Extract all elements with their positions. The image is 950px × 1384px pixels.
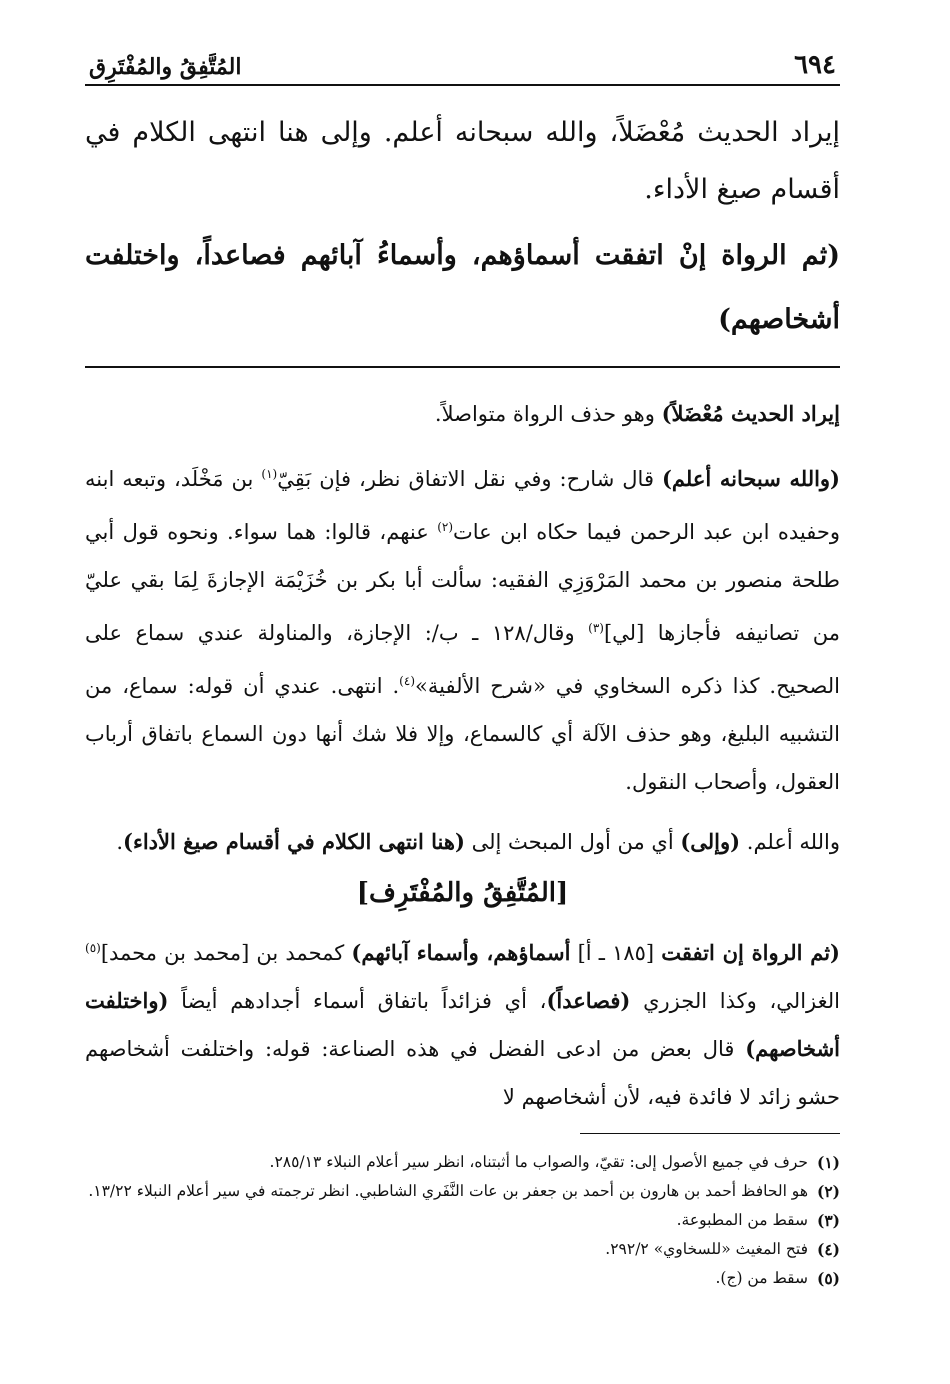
page-header xyxy=(85,40,840,86)
matn-quote: (ثم الرواة إنْ اتفقت أسماؤهم، وأسماءُ آبائهم فصاعداً، واختلفت أشخاصهم) xyxy=(85,240,840,335)
commentary-paragraph-1: إيراد الحديث مُعْضَلاً) وهو حذف الرواة متواصلاً. xyxy=(434,401,840,426)
running-title: المُتَّفِقُ والمُفْتَرِق xyxy=(89,54,242,80)
footnote: (٤) فتح المغيث «للسخاوي» ٢٩٢/٢. xyxy=(605,1240,840,1259)
footnote-ref: (٤) xyxy=(399,674,415,688)
footnote: (١) حرف في جميع الأصول إلى: تقيّ، والصواب ما أثبتناه، انظر سير أعلام النبلاء ٢٨٥/١٣. xyxy=(269,1153,840,1172)
commentary-paragraph-3: والله أعلم. (وإلى) أي من أول المبحث إلى (هنا انتهى الكلام في أقسام صيغ الأداء). xyxy=(116,829,840,854)
footnote-separator xyxy=(580,1133,840,1134)
footnote-ref: (١) xyxy=(261,467,278,481)
footnote: (٥) سقط من (ج). xyxy=(715,1269,840,1288)
matn-text: إيراد الحديث مُعْضَلاً، والله سبحانه أعلم. وإلى هنا انتهى الكلام في أقسام صيغ الأداء. xyxy=(85,117,840,205)
commentary-paragraph-4: (ثم الرواة إن اتفقت [١٨٥ ـ أ] أسماؤهم، وأسماء آبائهم) كمحمد بن [محمد بن محمد]$^{(٥)}$ الغزالي، وكذا الجزري (فصاعداً)، أي فزائداً باتفاق أسماء أجدادهم أيضاً (واختلفت أشخاصهم) قال بعض من ادعى الفضل في هذه الصناعة: قوله: واختلفت أشخاصهم حشو زائد لا فائدة فيه، لأن أشخاصهم لا xyxy=(85,940,840,1109)
section-title: [المُتَّفِقُ والمُفْتَرِف] xyxy=(356,878,569,908)
commentary xyxy=(85,390,840,1121)
footnote: (٢) هو الحافظ أحمد بن هارون بن أحمد بن جعفر بن عات النَّفَري الشاطبي. انظر ترجمته في سير أعلام النبلاء ١٣/٢٢. xyxy=(88,1182,840,1201)
matn-separator xyxy=(85,366,840,368)
footnote: (٣) سقط من المطبوعة. xyxy=(676,1211,840,1230)
footnotes xyxy=(85,1148,840,1293)
page-number: ٦٩٤ xyxy=(794,50,836,80)
footnote-ref: (٣) xyxy=(588,621,604,635)
book-page xyxy=(85,40,840,1293)
footnote-ref: (٢) xyxy=(437,520,454,534)
footnote-ref: (٥) xyxy=(85,941,101,955)
commentary-paragraph-2: (والله سبحانه أعلم) قال شارح: وفي نقل الاتفاق نظر، فإن بَقِيّ$^{(١)}$ بن مَخْلَد، وتبعه ابنه وحفيده ابن عبد الرحمن فيما حكاه ابن عات$^{(٢)}$ عنهم، قالوا: هما سواء. ونحوه قول أبي طلحة منصور بن محمد المَرْوَزِي الفقيه: سألت أبا بكر بن خُزَيْمَة الإجازةَ لِمَا بقي عليّ من تصانيفه فأجازها [لي]$^{(٣)}$ وقال/١٢٨ ـ ب/: الإجازة، والمناولة عندي سماع على الصحيح. كذا ذكره السخاوي في «شرح الألفية»$^{(٤)}$. انتهى. عندي أن قوله: سماع، من التشبيه البليغ، وهو حذف الآلة أي كالسماع، وإلا فلا شك أنها دون السماع باتفاق أرباب العقول، وأصحاب النقول. xyxy=(85,466,840,794)
